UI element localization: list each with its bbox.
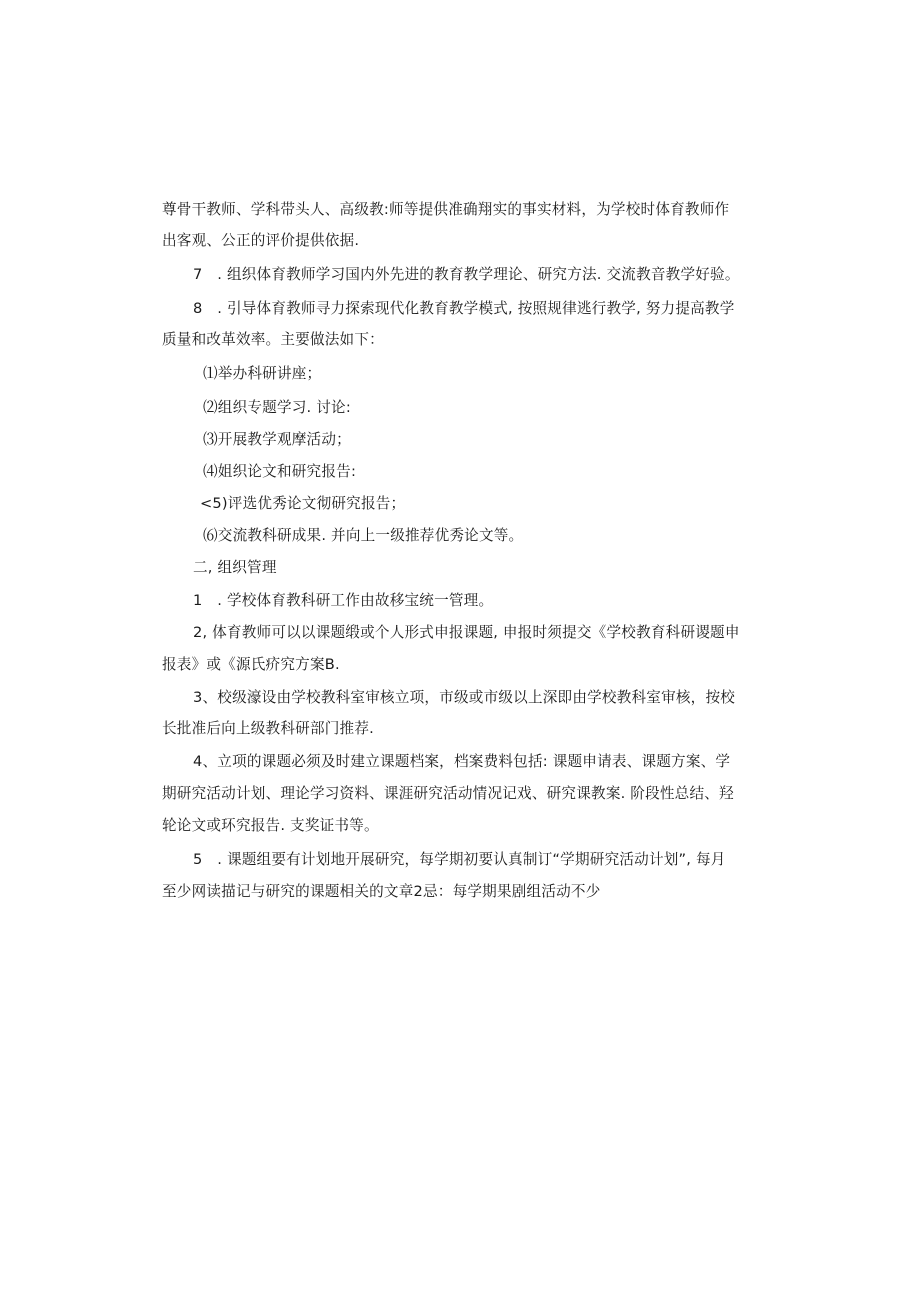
text-line: 尊骨干教师、学科带头人、高级教:师等提供准确翔实的事实材料，为学校时体育教师作 (162, 201, 730, 218)
text-line: 长批准后向上级教科研部门推荐. (162, 720, 374, 737)
text-line: 2, 体育教师可以以课题缎或个人形式申报课题, 申报时须提交《学校教育科研谡题申 (193, 624, 740, 641)
text-line: 3、校级濠设由学校教科室审核立项，市级或市级以上深即由学校教科室审核，按校 (193, 689, 736, 706)
text-line: 期研究活动计划、理论学习资料、课涯研究活动情况记戏、研究课教案. 阶段性总结、羟 (162, 785, 734, 802)
text-line: 出客观、公正的评价提供依据. (162, 232, 360, 249)
text-line: 7 . 组织体育教师学习国内外先进的教育教学理论、研究方法. 交流教音教学好验。 (193, 266, 740, 283)
text-line: 报表》或《源氏疥究方案B. (162, 656, 340, 673)
text-line: 5 . 课题组要有计划地开展研究，每学期初要认真制订“学期研究活动计划”, 每月 (193, 851, 726, 868)
text-line: ⑹交流教科研成果. 并向上一级推荐优秀论文等。 (203, 527, 524, 544)
text-line: ⑷姐织论文和研究报告: (203, 463, 357, 480)
text-line: 1 . 学校体育教科研工作由故移宝统一管理。 (193, 592, 494, 609)
text-line: 二, 组织管理 (193, 559, 277, 576)
text-line: 4、立项的课题必须及时建立课题档案，档案费料包括: 课题申请表、课题方案、学 (193, 753, 731, 770)
text-line: 8 . 引导体育教师寻力探索现代化教育教学模式, 按照规律逃行教学, 努力提高教学 (193, 300, 735, 317)
text-line: ⑶开展教学观摩活动； (203, 431, 351, 448)
text-line: ⑴举办科研讲座； (203, 365, 322, 382)
text-line: <5)评选优秀论文彻研究报告； (200, 495, 406, 512)
text-line: 至少网读描记与研究的课题相关的文章2忌：每学期果剧组活动不少 (162, 883, 601, 900)
text-line: 轮论文或环究报告. 支奖证书等。 (162, 817, 379, 834)
text-line: 质量和改革效率。主要做法如下： (162, 331, 384, 348)
text-line: ⑵组织专题学习. 讨论: (203, 399, 351, 416)
